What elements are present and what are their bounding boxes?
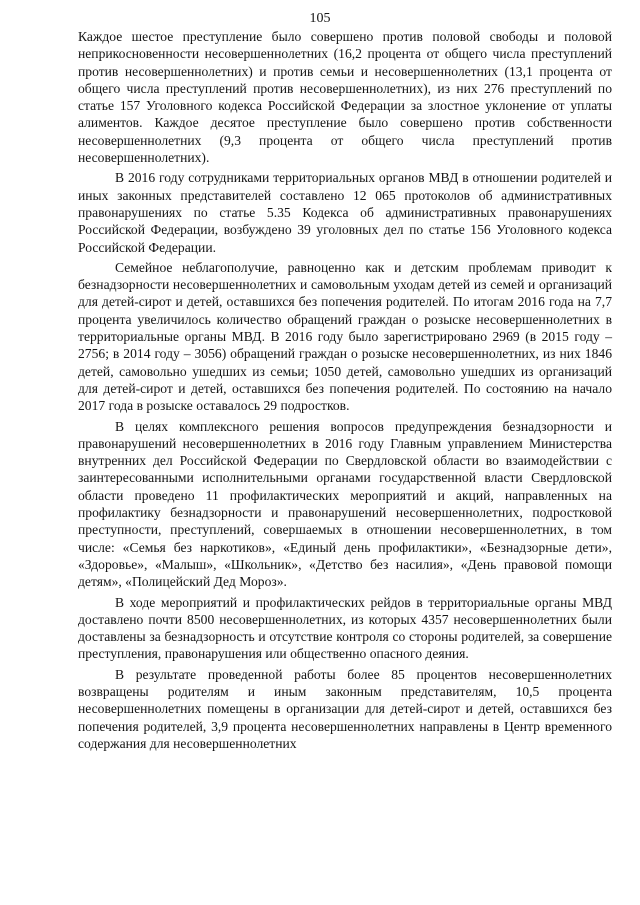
paragraph-family-trouble: Семейное неблагополучие, равноценно как и детским проблемам приводит к безнадзорности несовершеннолетних и самовольным уходам детей из семей и организаций для детей-сирот и детей, оставшихся без попечения родителей. По итогам 2016 года на 7,7 процента увеличилось количество обращений граждан о розыске несовершеннолетних в территориальные органы МВД. В 2016 году было зарегистрировано 2969 (в 2015 году – 2756; в 2014 году – 3056) обращений граждан о розыске несовершеннолетних, из них 1846 детей, самовольно ушедших из семьи; 1050 детей, самовольно ушедших из организаций для детей-сирот и детей, оставшихся без попечения родителей. По состоянию на начало 2017 года в розыске оставалось 29 подростков. bbox=[78, 259, 612, 414]
paragraph-results: В результате проведенной работы более 85 процентов несовершеннолетних возвращены родителям и иным законным представителям, 10,5 процента несовершеннолетних помещены в организации для детей-сирот и детей, оставшихся без попечения родителей, 3,9 процента несовершеннолетних направлены в Центр временного содержания для несовершеннолетних bbox=[78, 666, 612, 751]
paragraph-prevention-measures: В целях комплексного решения вопросов предупреждения безнадзорности и правонарушений несовершеннолетних в 2016 году Главным управлением Министерства внутренних дел Российской Федерации по Свердловской области во взаимодействии с заинтересованными исполнительными органами государственной власти Свердловской области проведено 11 профилактических мероприятий и акций, направленных на профилактику безнадзорности и правонарушений несовершеннолетних, подростковой преступности, преступлений, совершаемых в отношении несовершеннолетних, в том числе: «Семья без наркотиков», «Единый день профилактики», «Безнадзорные дети», «Здоровье», «Малыш», «Школьник», «Детство без насилия», «День правовой помощи детям», «Полицейский Дед Мороз». bbox=[78, 418, 612, 590]
page-number: 105 bbox=[309, 11, 331, 26]
paragraph-protocols-2016: В 2016 году сотрудниками территориальных органов МВД в отношении родителей и иных законных представителей составлено 12 065 протоколов об административных правонарушениях по статье 5.35 Кодекса об административных правонарушениях Российской Федерации, возбуждено 39 уголовных дел по статье 156 Уголовного кодекса Российской Федерации. bbox=[78, 170, 612, 255]
document-body bbox=[78, 28, 612, 752]
paragraph-raids: В ходе мероприятий и профилактических рейдов в территориальные органы МВД доставлено почти 8500 несовершеннолетних, из которых 4357 несовершеннолетних были доставлены за безнадзорность и отсутствие контроля со стороны родителей, за совершение преступления, правонарушения или общественно опасного деяния. bbox=[78, 594, 612, 662]
paragraph-crimes-against-freedom: Каждое шестое преступление было совершено против половой свободы и половой неприкосновенности несовершеннолетних (16,2 процента от общего числа преступлений против несовершеннолетних) и против семьи и несовершеннолетних (13,1 процента от общего числа преступлений против несовершеннолетних), из них 276 преступлений по статье 157 Уголовного кодекса Российской Федерации за злостное уклонение от уплаты алиментов. Каждое десятое преступление было совершено против собственности несовершеннолетних (9,3 процента от общего числа преступлений против несовершеннолетних). bbox=[78, 29, 612, 166]
